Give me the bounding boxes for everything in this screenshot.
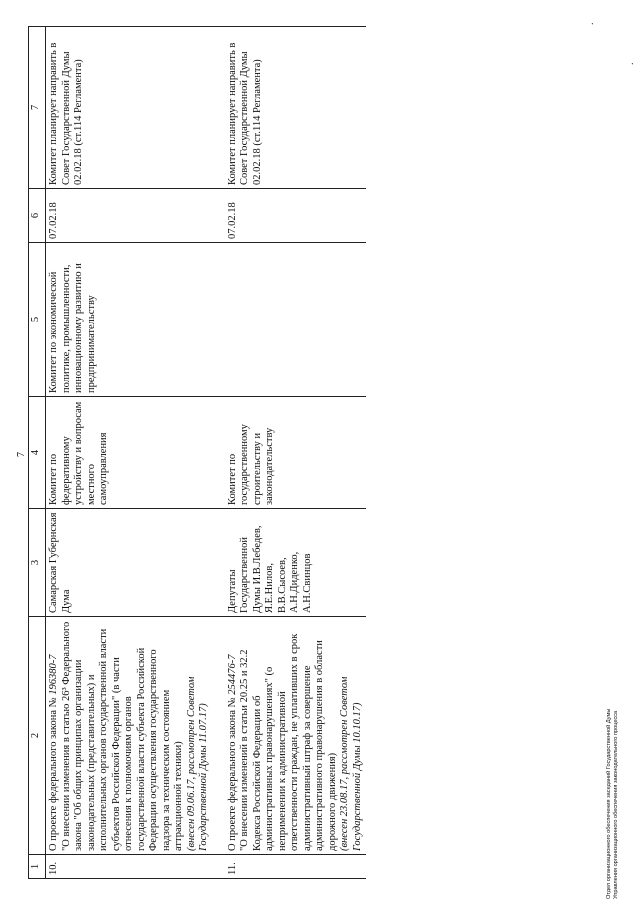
header-col-3: 3: [29, 509, 46, 617]
bill-title-prefix: О проекте федерального закона №: [226, 694, 238, 851]
consideration-date: 07.02.18: [46, 189, 213, 243]
row-spacer: [213, 27, 225, 879]
row-number: 10.: [46, 855, 213, 879]
committee-plan: Комитет планирует направить в Совет Государственной Думы 02.02.18 (ст.114 Регламента): [225, 27, 367, 189]
stray-mark: .: [625, 62, 636, 65]
bills-table: [28, 26, 366, 879]
page-number: 7: [16, 452, 27, 457]
bill-number: 254476-7: [226, 654, 238, 695]
responsible-committee: Комитет по федеративному устройству и вопросам местного самоуправления: [46, 397, 213, 509]
bill-description: [225, 617, 367, 855]
table-row: [46, 27, 213, 879]
bill-note: (внесен 09.06.17, рассмотрен Советом Государственной Думы 11.07.17): [185, 676, 209, 851]
responsible-committee: Комитет по государственному строительству и законодательству: [225, 397, 367, 509]
header-col-7: 7: [29, 27, 46, 189]
header-col-1: 1: [29, 855, 46, 879]
co-executor-committee: Комитет по экономической политике, промышленности, инновационному развитию и предпринимательству: [46, 243, 213, 397]
table-row: [225, 27, 367, 879]
bill-number: 196380-7: [48, 654, 59, 695]
bill-note: (внесен 23.08.17, рассмотрен Советом Государственной Думы 10.10.17): [339, 676, 363, 851]
header-row: [29, 27, 46, 879]
row-number: 11.: [225, 855, 367, 879]
header-col-4: 4: [29, 397, 46, 509]
bill-initiator: Самарская Губернская Дума: [46, 509, 213, 617]
consideration-date: 07.02.18: [225, 189, 367, 243]
bill-title-prefix: О проекте федерального закона №: [48, 694, 59, 851]
bill-body: "О внесении изменения в статью 26³ Федерального закона "Об общих принципах организации законодательных (представительных) и исполнительных органов государственной власти субъектов Российской Федерации" (в части отнесения к полномочиям органов государственной власти субъекта Российской Федерации осуществления государственного надзора за техническим состоянием аттракционной техники): [60, 621, 184, 851]
co-executor-committee: [225, 243, 367, 397]
header-col-5: 5: [29, 243, 46, 397]
stray-mark: .: [585, 22, 596, 25]
header-col-6: 6: [29, 189, 46, 243]
footer-line-2: Управления организационного обеспечения законодательного процесса: [613, 710, 619, 899]
footer-line-1: Отдел организационного обеспечения заседаний Государственной Думы: [606, 708, 612, 899]
bill-body: "О внесении изменений в статьи 20.25 и 32.2 Кодекса Российской Федерации об административных правонарушениях" (о неприменении к административной ответственности граждан, не уплативших в срок административный штраф за совершение административного правонарушения в области дорожного движения): [239, 633, 338, 851]
header-col-2: 2: [29, 617, 46, 855]
bill-initiator: Депутаты Государственной Думы И.В.Лебедев, Я.Е.Нилов, В.В.Сысоев, А.Н.Диденко, А.Н.Свинцов: [225, 509, 367, 617]
committee-plan: Комитет планирует направить в Совет Государственной Думы 02.02.18 (ст.114 Регламента): [46, 27, 213, 189]
bill-description: [46, 617, 213, 855]
footer: [606, 709, 620, 899]
